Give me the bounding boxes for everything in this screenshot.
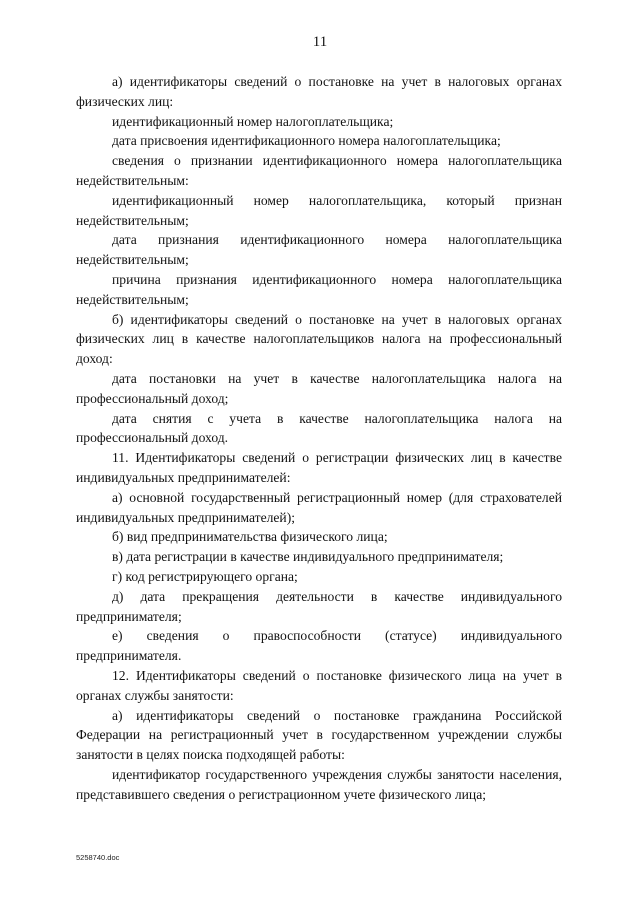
paragraph: б) вид предпринимательства физического лица; <box>112 529 388 545</box>
paragraph: а) идентификаторы сведений о постановке на учет в налоговых органах физических лиц: <box>76 74 562 109</box>
paragraph: 11. Идентификаторы сведений о регистрации физических лиц в качестве индивидуальных предпринимателей: <box>76 450 562 485</box>
paragraph: дата снятия с учета в качестве налогоплательщика налога на профессиональный доход. <box>76 410 562 446</box>
paragraph: дата постановки на учет в качестве налогоплательщика налога на профессиональный доход; <box>76 370 562 406</box>
paragraph: б) идентификаторы сведений о постановке на учет в налоговых органах физических лиц в качестве налогоплательщиков налога на профессиональный доход: <box>76 311 562 367</box>
document-file-code: 5258740.doc <box>76 853 120 862</box>
paragraph: дата присвоения идентификационного номера налогоплательщика; <box>112 133 501 149</box>
paragraph: е) сведения о правоспособности (статусе) индивидуального предпринимателя. <box>76 628 562 664</box>
paragraph: дата признания идентификационного номера налогоплательщика недействительным; <box>76 232 562 268</box>
paragraph: 12. Идентификаторы сведений о постановке физического лица на учет в органах службы занятости: <box>76 667 562 703</box>
paragraph: а) основной государственный регистрационный номер (для страхователей индивидуальных предпринимателей); <box>76 489 562 525</box>
paragraph: а) идентификаторы сведений о постановке гражданина Российской Федерации на регистрационный учет в государственном учреждении службы занятости в целях поиска подходящей работы: <box>76 707 562 763</box>
paragraph: идентификатор государственного учреждения службы занятости населения, представившего сведения о регистрационном учете физического лица; <box>76 766 562 802</box>
paragraph: г) код регистрирующего органа; <box>112 568 298 584</box>
page-number: 11 <box>312 34 328 50</box>
document-body <box>76 72 562 804</box>
paragraph: сведения о признании идентификационного номера налогоплательщика недействительным: <box>76 153 562 188</box>
paragraph: в) дата регистрации в качестве индивидуального предпринимателя; <box>112 549 504 565</box>
paragraph: идентификационный номер налогоплательщика, который признан недействительным; <box>76 192 562 228</box>
paragraph: причина признания идентификационного номера налогоплательщика недействительным; <box>76 271 562 307</box>
paragraph: идентификационный номер налогоплательщика; <box>112 113 394 129</box>
paragraph: д) дата прекращения деятельности в качестве индивидуального предпринимателя; <box>76 588 562 624</box>
